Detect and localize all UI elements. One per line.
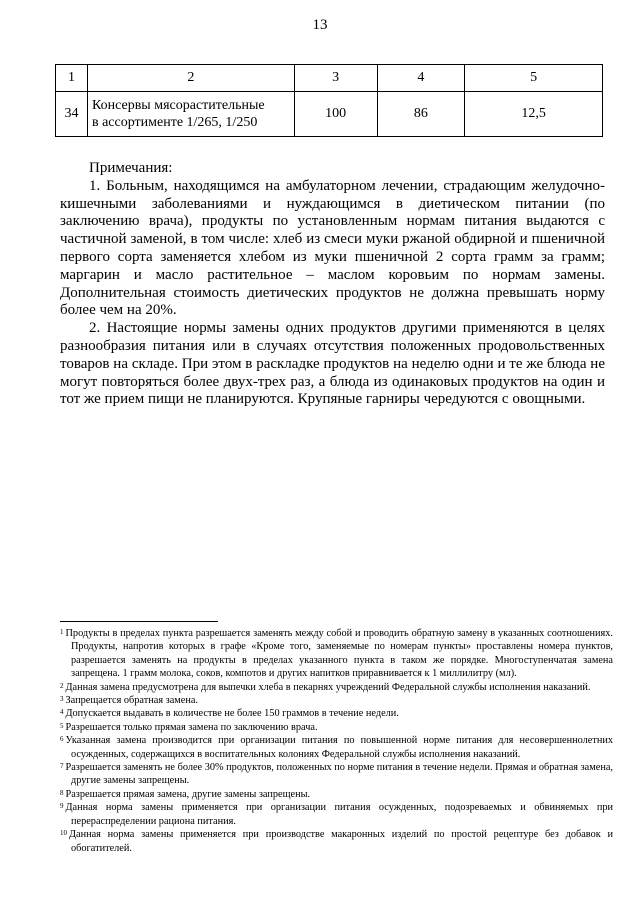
footnote	[60, 694, 613, 707]
note-paragraph: 2. Настоящие нормы замены одних продуктов другими применяются в целях разнообразия питания или в случаях отсутствия положенных продовольственных товаров на складе. При этом в раскладке продуктов на неделю одни и те же блюда не могут повторяться более двух-трех раз, а блюда из одинаковых продуктов на один и тот же прием пищи не планируются. Крупяные гарниры чередуются с овощными.	[60, 320, 605, 408]
value-cell-4: 86	[377, 92, 465, 137]
footnote	[60, 734, 613, 761]
footnote-text: Разрешается заменять не более 30% продуктов, положенных по норме питания в течение недели. Прямая и обратная замена, другие замены запрещены.	[65, 762, 613, 787]
footnote-text: Разрешается только прямая замена по заключению врача.	[65, 721, 318, 733]
footnote-number: 6	[60, 735, 64, 744]
product-name-line: в ассортименте 1/265, 1/250	[91, 115, 258, 130]
product-name-line: Консервы мясорастительные	[91, 98, 265, 113]
notes-section	[60, 160, 605, 409]
table-header-cell: 3	[294, 65, 377, 92]
footnote	[60, 721, 613, 734]
row-number-cell: 34	[56, 92, 88, 137]
footnote-number: 10	[60, 829, 67, 838]
footnote-text: Запрещается обратная замена.	[65, 695, 199, 707]
table-header-cell: 2	[87, 65, 294, 92]
footnote-divider	[60, 621, 218, 622]
product-name-cell	[87, 92, 294, 137]
footnote-text: Продукты в пределах пункта разрешается заменять между собой и проводить обратную замену в указанных соотношениях. Продукты, напротив которых в графе «Кроме того, заменяемые по номерам пункты» проставлены номера пунктов, разрешается заменять на продукты в пределах указанного пункта в таком же порядке. Многоступенчатая замена запрещена. 1 грамм молока, соков, компотов и других напитков приравнивается к 1 миллилитру (мл).	[65, 628, 613, 680]
footnote-number: 2	[60, 681, 64, 690]
table-header-cell: 4	[377, 65, 465, 92]
footnote-text: Допускается выдавать в количестве не более 150 граммов в течение недели.	[65, 708, 399, 720]
table-header-cell: 5	[465, 65, 603, 92]
footnote-number: 3	[60, 695, 64, 704]
footnote	[60, 828, 613, 855]
value-cell-3: 100	[294, 92, 377, 137]
data-table	[55, 64, 603, 137]
footnote	[60, 788, 613, 801]
footnotes-section	[60, 627, 613, 855]
footnote-number: 1	[60, 628, 64, 636]
footnote	[60, 801, 613, 828]
value-cell-5: 12,5	[465, 92, 603, 137]
footnote-text: Разрешается прямая замена, другие замены запрещены.	[65, 788, 311, 800]
footnote-text: Указанная замена производится при организации питания по повышенной норме питания для несовершеннолетних осужденных, содержащихся в воспитательных колониях Федеральной службы исполнения наказаний.	[65, 735, 613, 760]
notes-title: Примечания:	[89, 160, 173, 176]
footnote-text: Данная норма замены применяется при организации питания осужденных, подозреваемых и обвиняемых при перераспределении рациона питания.	[65, 802, 613, 827]
footnote	[60, 681, 613, 694]
table-row	[56, 92, 603, 137]
table-header-cell: 1	[56, 65, 88, 92]
footnote-number: 7	[60, 762, 64, 771]
table-header-row	[56, 65, 603, 92]
footnote-text: Данная замена предусмотрена для выпечки хлеба в пекарнях учреждений Федеральной службы исполнения наказаний.	[65, 681, 591, 693]
footnote-number: 9	[60, 802, 64, 811]
footnote	[60, 761, 613, 788]
footnote	[60, 627, 613, 681]
note-paragraph: 1. Больным, находящимся на амбулаторном лечении, страдающим желудочно-кишечными заболеваниями и нуждающимся в диетическом питании (по заключению врача), продукты по установленным нормам питания выдаются с частичной заменой, в том числе: хлеб из смеси муки ржаной обдирной и пшеничной первого сорта заменяется хлебом из муки пшеничной 2 сорта грамм за грамм; маргарин и масло растительное – маслом коровьим по нормам замены. Дополнительная стоимость диетических продуктов не должна превышать норму более чем на 20%.	[60, 177, 605, 319]
footnote	[60, 707, 613, 720]
footnote-number: 8	[60, 788, 64, 797]
footnote-number: 5	[60, 721, 64, 730]
page-number: 13	[312, 17, 328, 33]
footnote-text: Данная норма замены применяется при производстве макаронных изделий по простой рецептуре без добавок и обогатителей.	[69, 829, 613, 854]
footnote-number: 4	[60, 708, 64, 717]
